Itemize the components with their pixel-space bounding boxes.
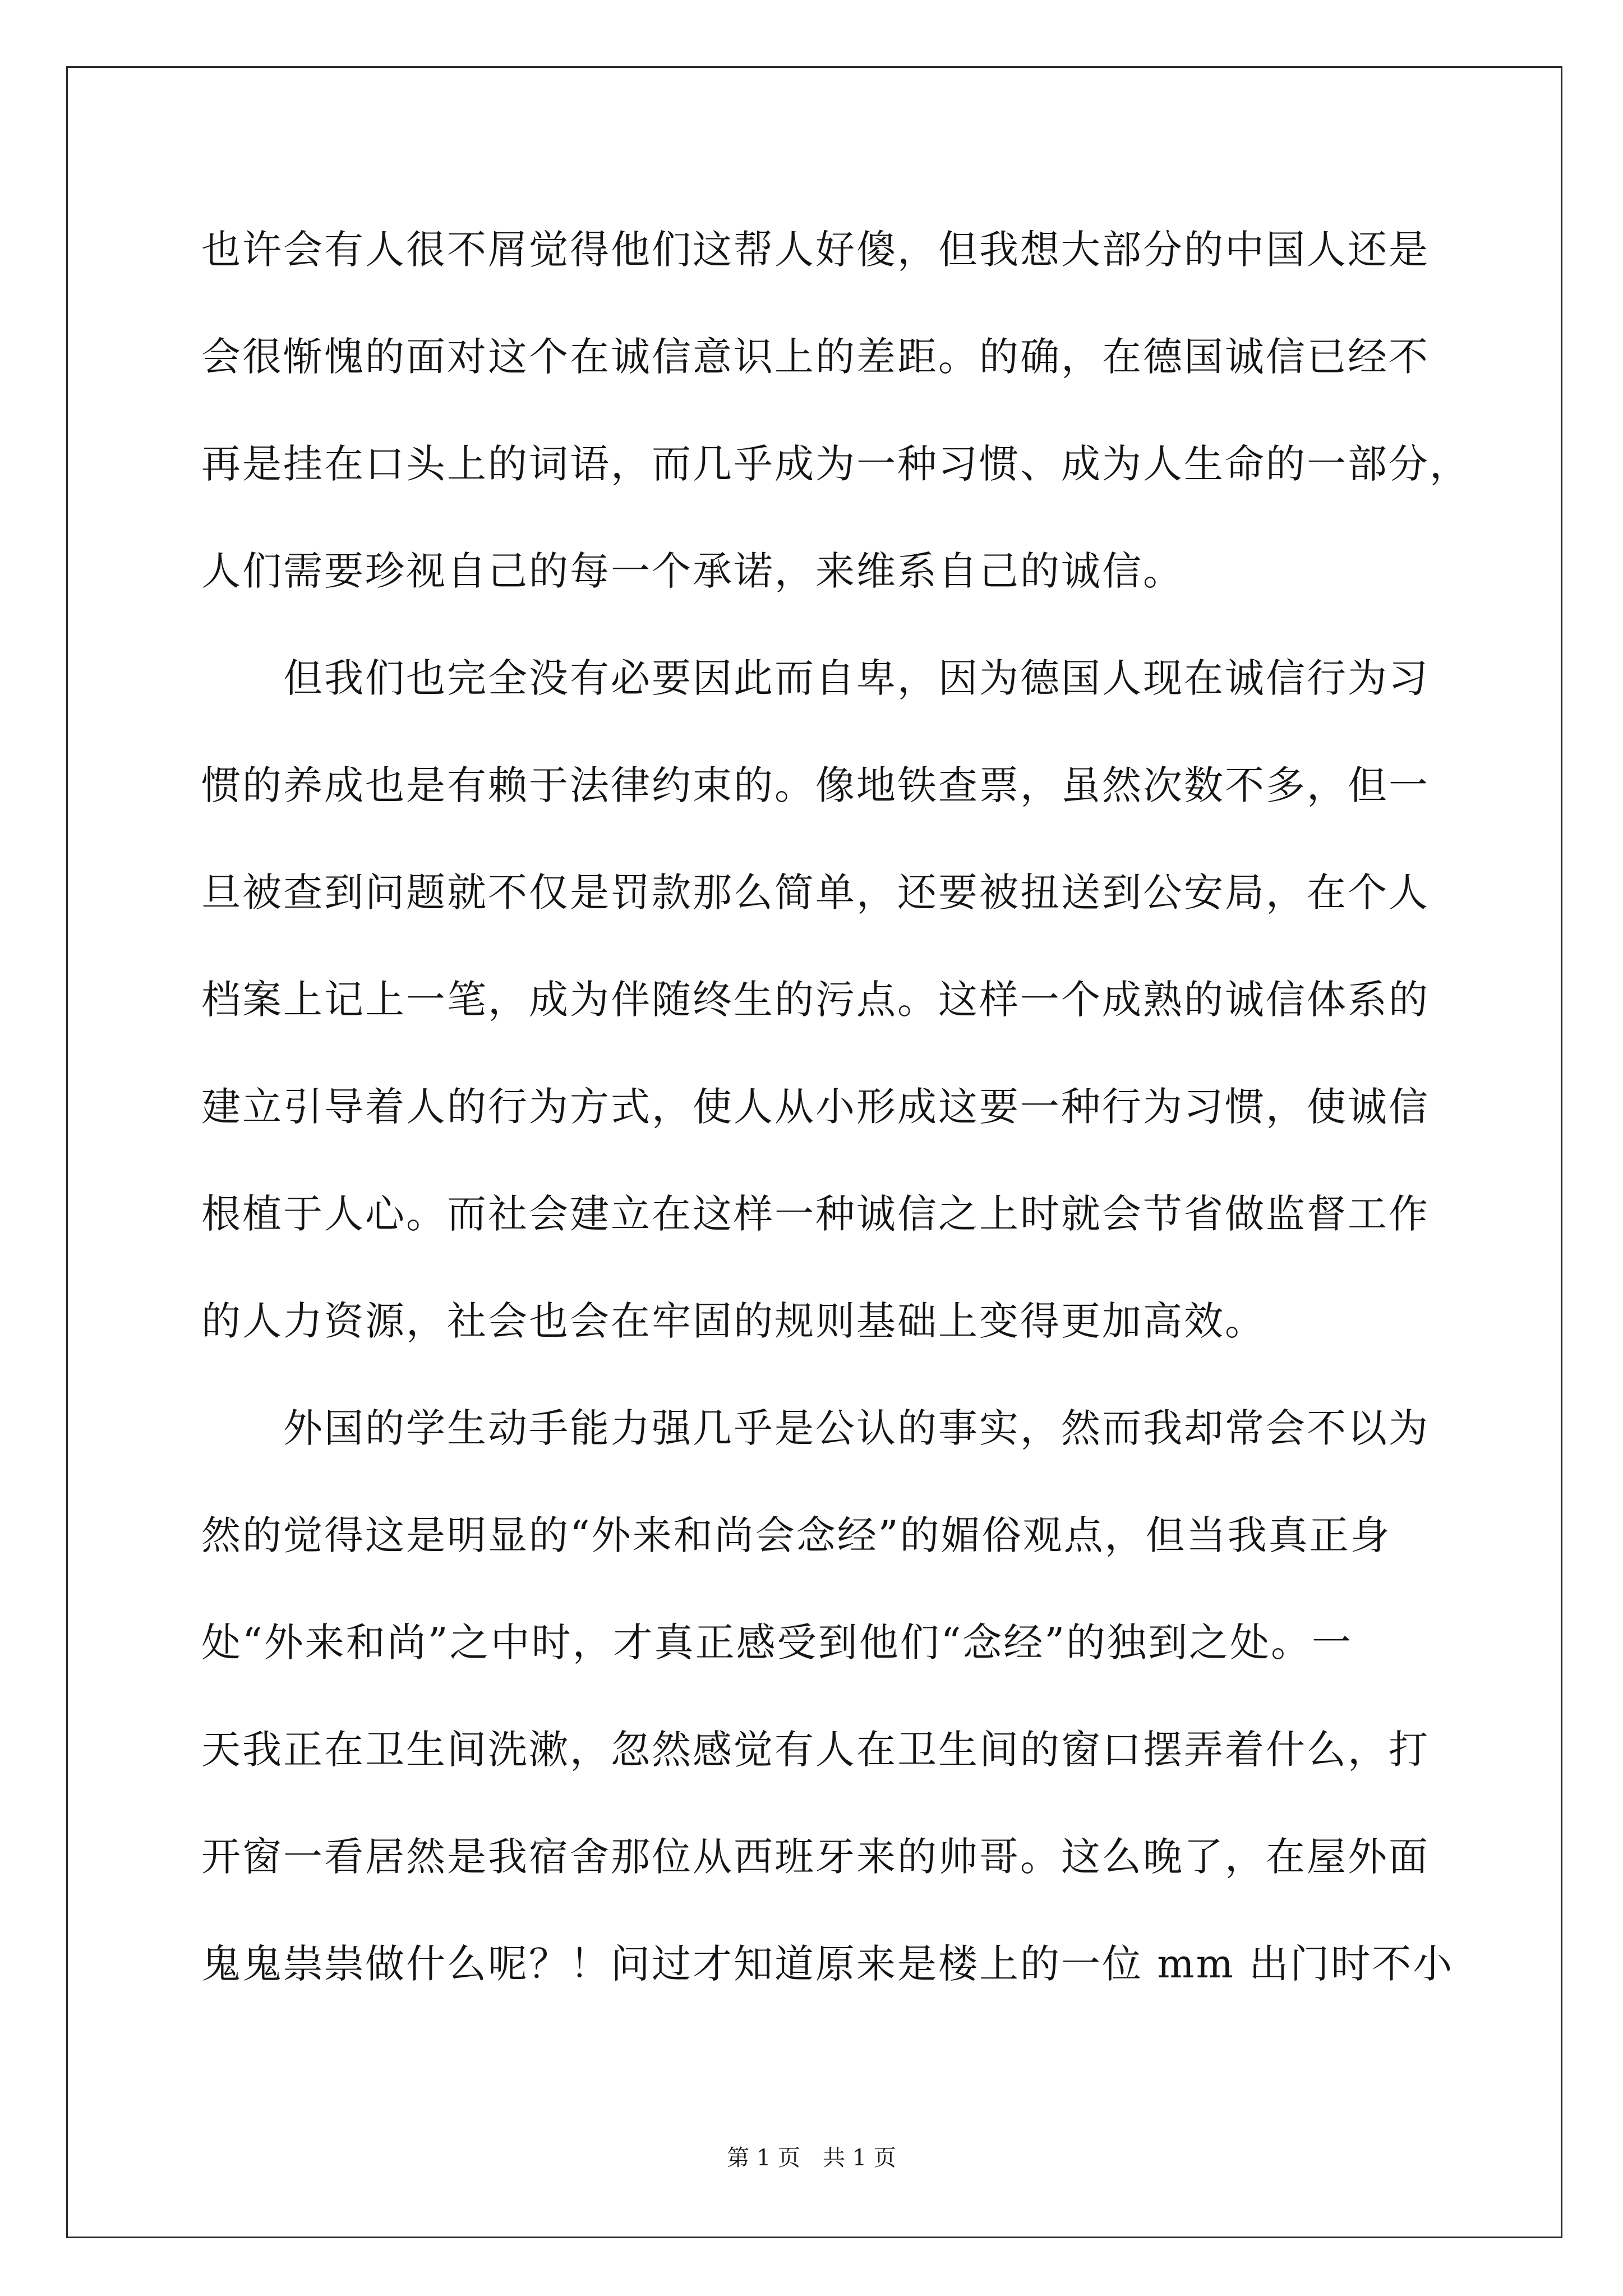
text-line: 建立引导着人的行为方式，使人从小形成这要一种行为习惯，使诚信 [201,1084,1430,1130]
text-line: 惯的养成也是有赖于法律约束的。像地铁查票，虽然次数不多，但一 [201,762,1430,808]
text-line: 外国的学生动手能力强几乎是公认的事实，然而我却常会不以为 [283,1405,1430,1451]
text-line: 的人力资源，社会也会在牢固的规则基础上变得更加高效。 [201,1298,1266,1344]
text-line: 但我们也完全没有必要因此而自卑，因为德国人现在诚信行为习 [283,655,1430,701]
paragraph [201,196,1536,625]
text-line: 天我正在卫生间洗漱，忽然感觉有人在卫生间的窗口摆弄着什么，打 [201,1727,1430,1773]
text-line: 处“外来和尚”之中时，才真正感受到他们“念经”的独到之处。一 [201,1619,1353,1665]
text-line: 会很惭愧的面对这个在诚信意识上的差距。的确，在德国诚信已经不 [201,334,1430,380]
text-line: 旦被查到问题就不仅是罚款那么简单，还要被扭送到公安局，在个人 [201,869,1430,915]
page-footer: 第 1 页 共 1 页 [727,2145,896,2171]
text-line: 根植于人心。而社会建立在这样一种诚信之上时就会节省做监督工作 [201,1191,1430,1237]
text-line: 人们需要珍视自己的每一个承诺，来维系自己的诚信。 [201,548,1184,594]
paragraph [201,625,1536,1375]
paragraph [201,1375,1536,2018]
text-line: 开窗一看居然是我宿舍那位从西班牙来的帅哥。这么晚了，在屋外面 [201,1834,1430,1880]
text-line: 也许会有人很不屑觉得他们这帮人好傻，但我想大部分的中国人还是 [201,227,1430,273]
text-line: 再是挂在口头上的词语，而几乎成为一种习惯、成为人生命的一部分， [201,441,1470,487]
text-line: 然的觉得这是明显的“外来和尚会念经”的媚俗观点，但当我真正身 [201,1512,1391,1558]
text-line: 鬼鬼祟祟做什么呢？！问过才知道原来是楼上的一位 mm 出门时不小 [201,1941,1454,1987]
text-line: 档案上记上一笔，成为伴随终生的污点。这样一个成熟的诚信体系的 [201,977,1430,1023]
body-text [201,196,1536,2018]
